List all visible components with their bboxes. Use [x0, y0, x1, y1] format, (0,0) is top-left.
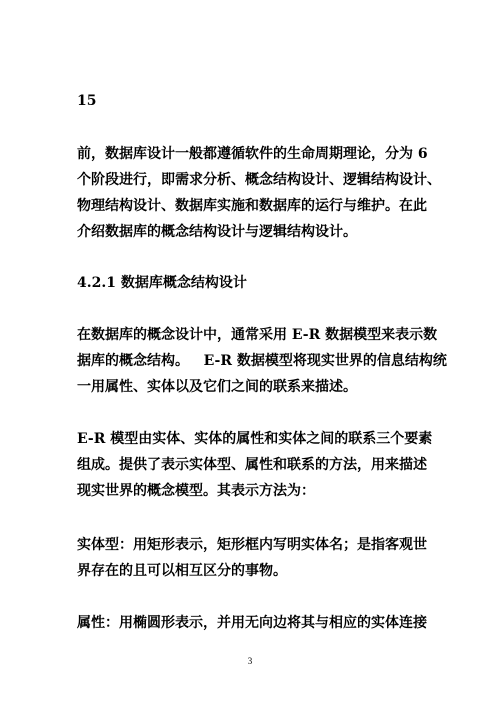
section-number-text: 15	[77, 93, 97, 109]
text-line: 物理结构设计、数据库实施和数据库的运行与维护。在此	[77, 198, 427, 214]
text-line: 前，数据库设计一般都遵循软件的生命周期理论，分为 6	[77, 146, 428, 162]
paragraph-attribute	[77, 610, 437, 636]
page-number: 3	[247, 656, 253, 666]
text-line: 一用属性、实体以及它们之间的联系来描述。	[77, 379, 357, 395]
paragraph-entity-type	[77, 532, 437, 584]
text-line: 在数据库的概念设计中，通常采用 E-R 数据模型来表示数	[77, 327, 438, 343]
paragraph-er-elements	[77, 426, 437, 504]
text-line: 属性：用椭圆形表示，并用无向边将其与相应的实体连接	[77, 615, 427, 631]
text-line: E-R 模型由实体、实体的属性和实体之间的联系三个要素	[77, 431, 433, 447]
heading-text: 4.2.1 数据库概念结构设计	[77, 275, 247, 291]
section-number	[77, 88, 437, 114]
section-heading	[77, 270, 437, 296]
text-line: 个阶段进行，即需求分析、概念结构设计、逻辑结构设计、	[77, 172, 441, 188]
paragraph-er-model-intro	[77, 322, 447, 400]
text-line: 介绍数据库的概念结构设计与逻辑结构设计。	[77, 224, 357, 240]
text-line: 界存在的且可以相互区分的事物。	[77, 563, 287, 579]
paragraph-lifecycle	[77, 141, 441, 245]
text-line: 组成。提供了表示实体型、属性和联系的方法，用来描述	[77, 457, 427, 473]
text-line: 实体型：用矩形表示，矩形框内写明实体名；是指客观世	[77, 537, 427, 553]
text-line: 现实世界的概念模型。其表示方法为：	[77, 483, 315, 499]
text-line: 据库的概念结构。 E-R 数据模型将现实世界的信息结构统	[77, 353, 447, 369]
